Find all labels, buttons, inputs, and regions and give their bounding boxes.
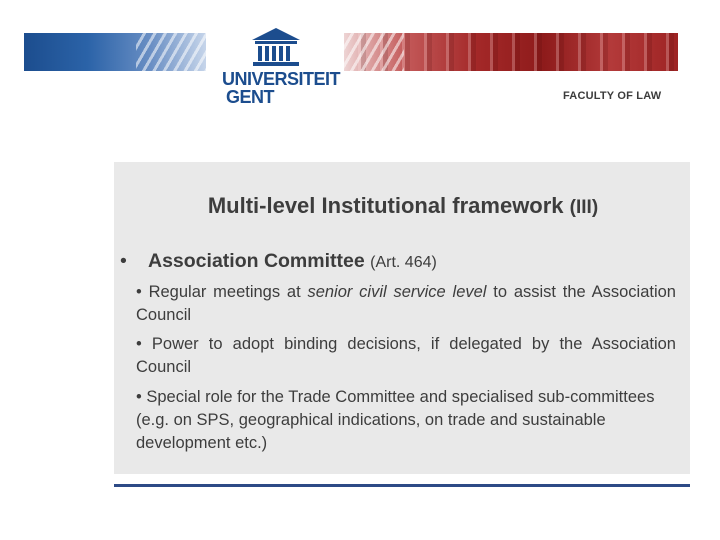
slide-title-main: Multi-level Institutional framework bbox=[207, 193, 564, 218]
sub-bullet-1-emphasis: senior civil service level bbox=[307, 283, 487, 301]
slide-title bbox=[0, 193, 720, 219]
logo-wordmark-line1: UNIVERSITEIT bbox=[222, 69, 341, 89]
sub-bullet-marker: • bbox=[136, 388, 142, 406]
bullet-reference: (Art. 464) bbox=[370, 254, 437, 271]
header-banner-left bbox=[24, 33, 206, 71]
slide-title-suffix: (III) bbox=[569, 197, 599, 218]
sub-bullet-2-text: Power to adopt binding decisions, if delegated by the Association Council bbox=[136, 335, 676, 376]
bullet-marker: • bbox=[120, 250, 127, 272]
sub-bullet-1-pre: Regular meetings at bbox=[148, 283, 301, 301]
logo-wordmark-line2: GENT bbox=[225, 87, 274, 107]
university-building-icon bbox=[250, 26, 302, 68]
bullet-label: Association Committee bbox=[148, 250, 365, 272]
sub-bullet-1 bbox=[136, 281, 676, 327]
sub-bullet-marker: • bbox=[136, 283, 142, 301]
sub-bullet-3 bbox=[136, 386, 676, 455]
sub-bullet-3-text: Special role for the Trade Committee and specialised sub-committees (e.g. on SPS, geographical indications, on trade and sustainable development etc.) bbox=[136, 388, 655, 452]
faculty-name: FACULTY OF LAW bbox=[563, 90, 662, 102]
bottom-rule bbox=[114, 484, 690, 487]
sub-bullet-2 bbox=[136, 333, 676, 379]
university-logo bbox=[222, 26, 341, 107]
sub-bullet-1-post: to assist the Association Council bbox=[136, 283, 676, 324]
main-bullet bbox=[120, 250, 437, 273]
header-banner-right bbox=[344, 33, 678, 71]
sub-bullet-marker: • bbox=[136, 335, 142, 353]
